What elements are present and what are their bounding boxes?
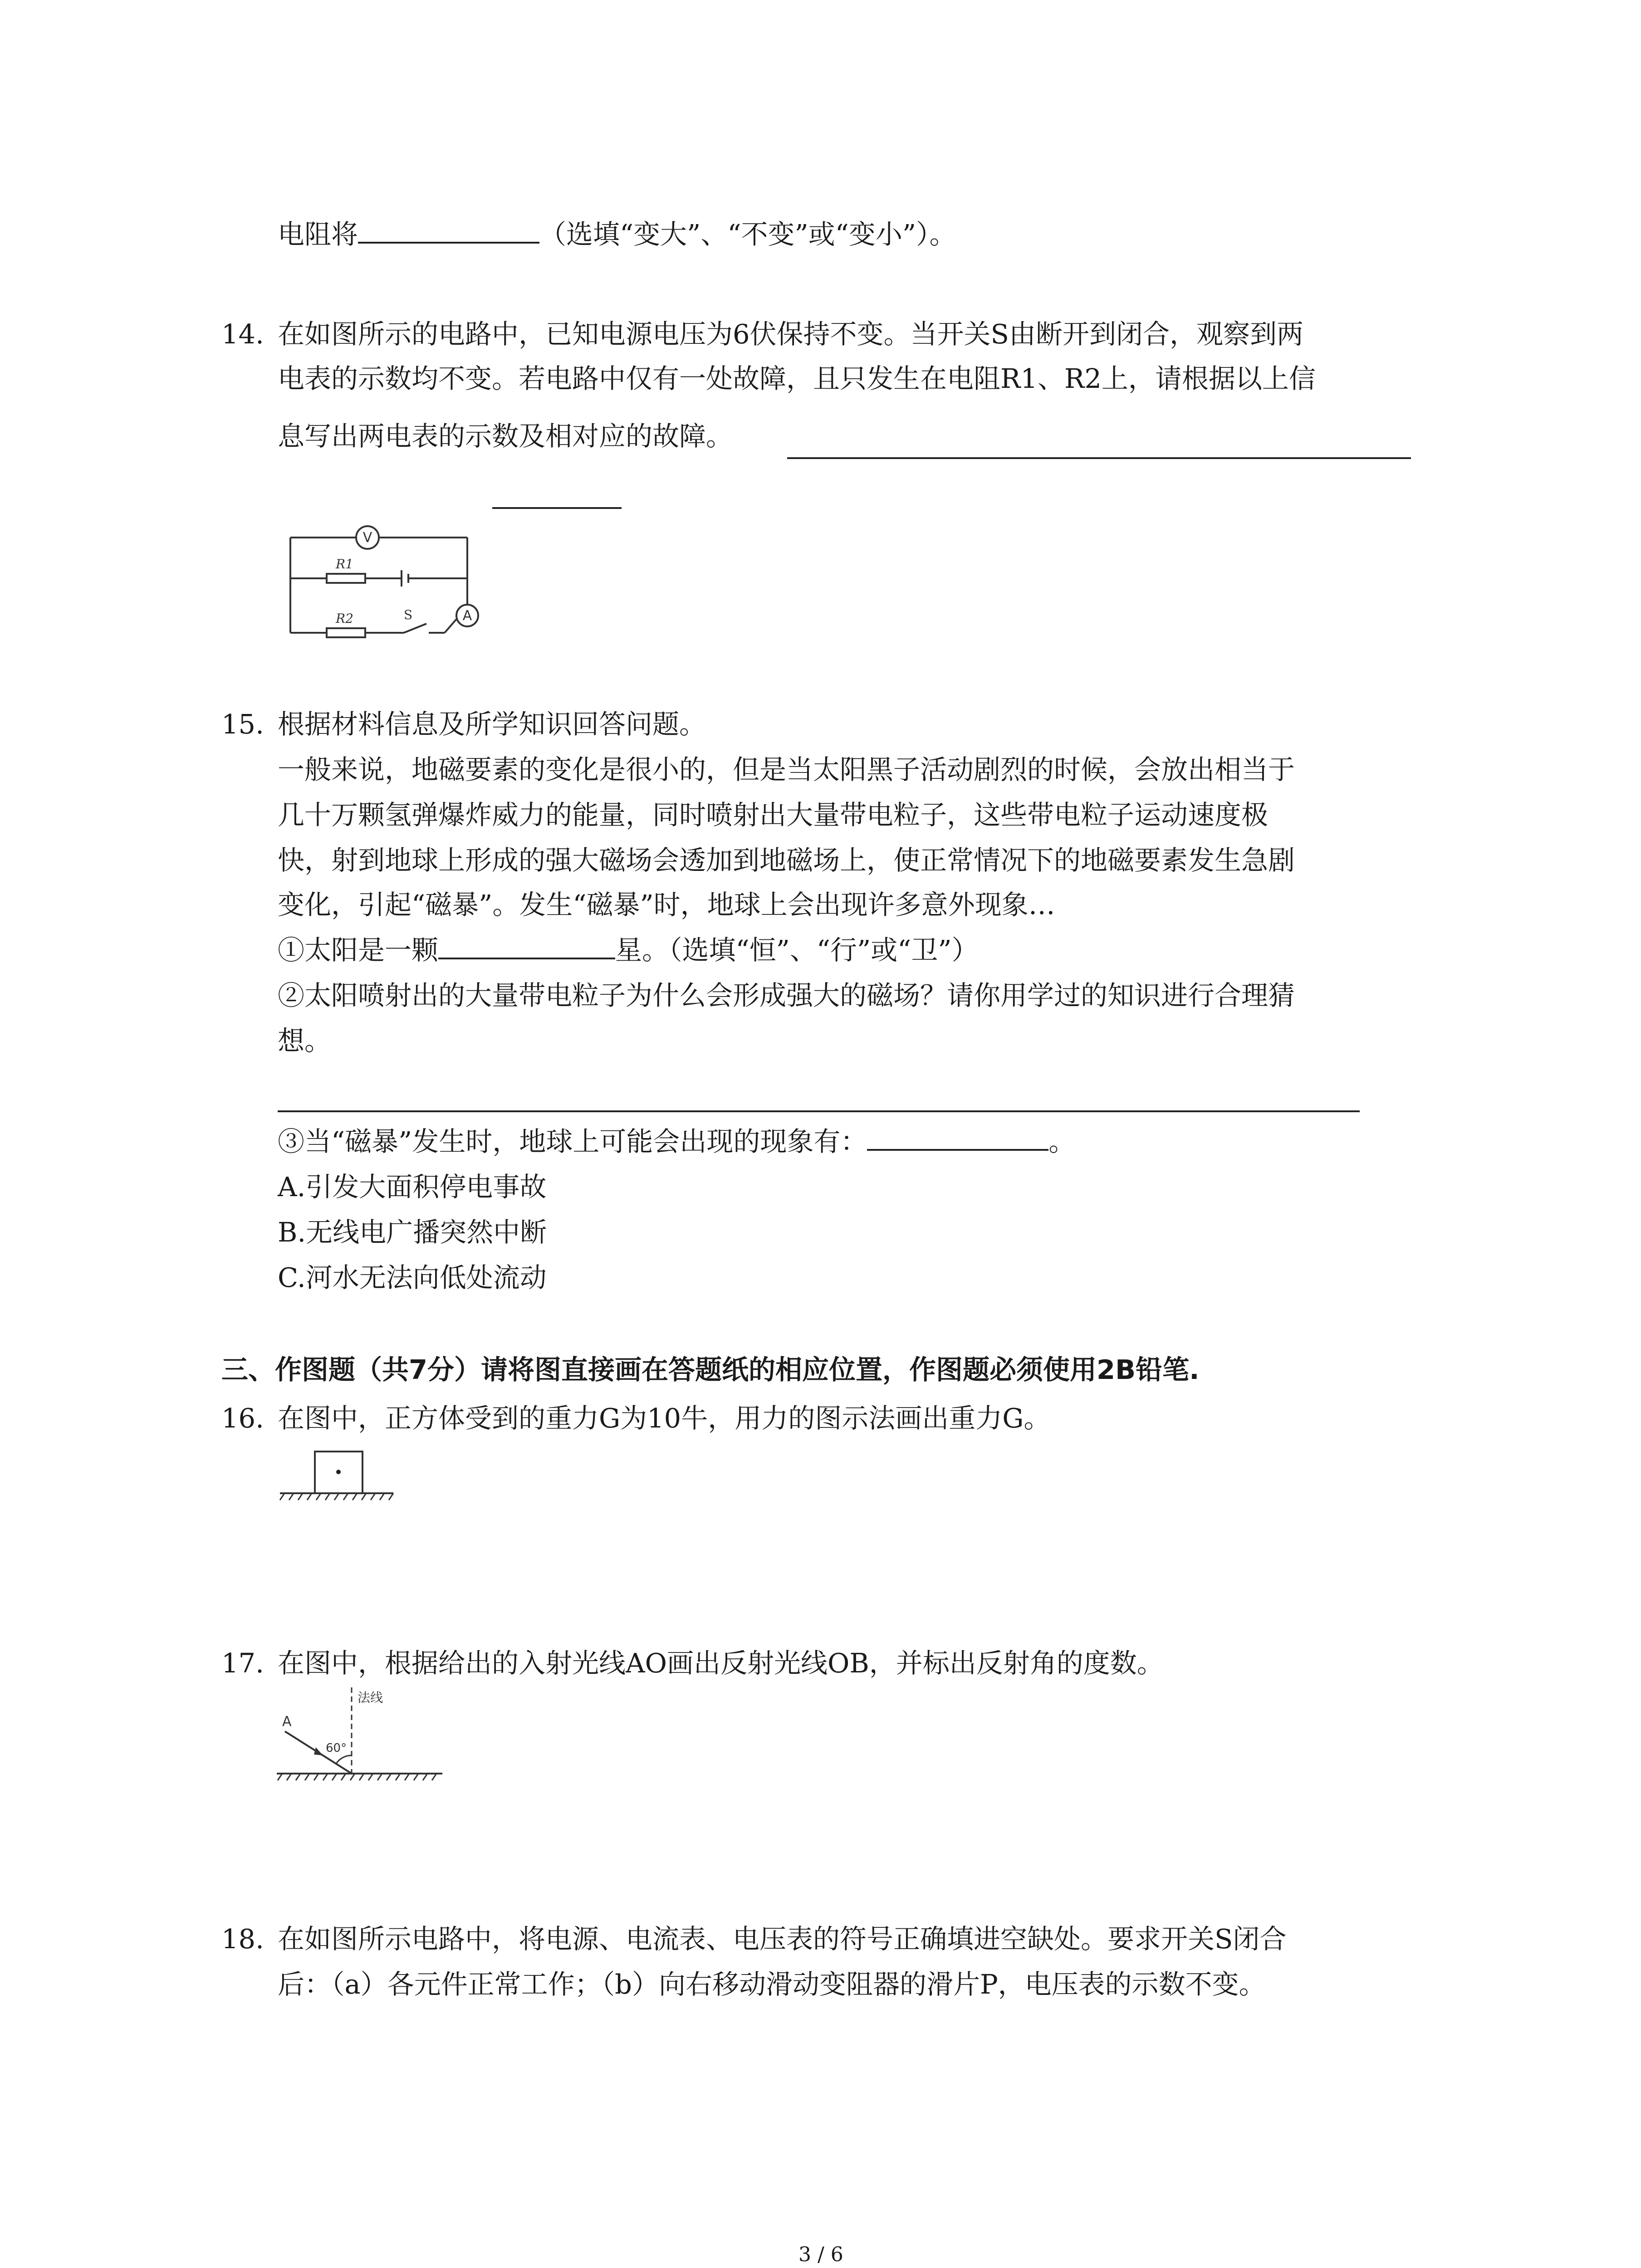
q17-text: 在图中，根据给出的入射光线AO画出反射光线OB，并标出反射角的度数。 [278,1647,1164,1679]
section-3-title: 三、作图题（共7分）请将图直接画在答题纸的相应位置，作图题必须使用2B铅笔. [221,1354,1200,1385]
q17-normal-label: 法线 [358,1690,383,1705]
q15-paragraph-1: 一般来说，地磁要素的变化是很小的，但是当太阳黑子活动剧烈的时候，会放出相当于 [278,754,1295,785]
q15-sub1-suffix: 星。（选填“恒”、“行”或“卫”） [615,934,979,966]
q17-reflection-diagram [272,1683,449,1796]
q15-sub2-answer-line[interactable] [278,1110,1360,1112]
q14-r2-label: R2 [336,611,353,626]
q14-ammeter-label: A [462,608,472,624]
q15-paragraph-4: 变化，引起“磁暴”。发生“磁暴”时，地球上会出现许多意外现象… [278,889,1055,920]
q15-sub1 [278,932,979,968]
q15-sub3-prefix: ③当“磁暴”发生时，地球上可能会出现的现象有： [278,1126,867,1157]
q15-paragraph-3: 快，射到地球上形成的强大磁场会透加到地磁场上，使正常情况下的地磁要素发生急剧 [278,845,1295,876]
q15-sub1-prefix: ①太阳是一颗 [278,934,439,966]
q15-sub2-line1: ②太阳喷射出的大量带电粒子为什么会形成强大的磁场？请你用学过的知识进行合理猜 [278,980,1295,1011]
q15-intro: 根据材料信息及所学知识回答问题。 [278,709,706,740]
q15-number: 15. [221,709,264,740]
q13-tail-line [278,216,956,253]
q14-line1: 在如图所示的电路中，已知电源电压为6伏保持不变。当开关S由断开到闭合，观察到两 [278,318,1303,350]
q15-option-b: B.无线电广播突然中断 [278,1217,547,1248]
q14-voltmeter-label: V [362,530,372,546]
q15-sub1-blank[interactable] [438,932,615,959]
q13-suffix: （选填“变大”、“不变”或“变小”）。 [539,219,956,250]
page-number: 3 / 6 [798,2243,843,2266]
q16-text: 在图中，正方体受到的重力G为10牛，用力的图示法画出重力G。 [278,1403,1051,1434]
q14-line2: 电表的示数均不变。若电路中仅有一处故障，且只发生在电阻R1、R2上，请根据以上信 [278,363,1316,394]
q15-sub3-suffix: 。 [1048,1126,1076,1157]
q17-angle-label: 60° [326,1741,347,1755]
q14-r1-label: R1 [336,557,353,572]
q14-voltmeter-symbol [356,526,379,549]
q14-answer-line[interactable] [787,457,1411,459]
q15-sub3 [278,1124,1075,1160]
q14-number: 14. [221,318,264,350]
q18-line2: 后：（a）各元件正常工作；（b）向右移动滑动变阻器的滑片P，电压表的示数不变。 [278,1969,1266,2000]
q18-line1: 在如图所示电路中，将电源、电流表、电压表的符号正确填进空缺处。要求开关S闭合 [278,1923,1287,1955]
q13-answer-blank[interactable] [358,216,539,244]
q14-switch-label: S [404,607,413,622]
q18-number: 18. [221,1923,264,1955]
q15-paragraph-2: 几十万颗氢弹爆炸威力的能量，同时喷射出大量带电粒子，这些带电粒子运动速度极 [278,799,1269,831]
q15-sub2-line2: 想。 [278,1025,332,1056]
q17-number: 17. [221,1647,264,1679]
q14-ammeter-symbol [445,605,478,633]
q16-number: 16. [221,1403,264,1434]
q15-option-c: C.河水无法向低处流动 [278,1262,547,1293]
q14-line3: 息写出两电表的示数及相对应的故障。 [278,420,733,452]
q15-option-a: A.引发大面积停电事故 [278,1171,547,1202]
q13-prefix: 电阻将 [278,219,358,250]
q14-answer-line-2[interactable] [492,507,622,509]
q14-circuit-diagram [281,510,495,646]
q17-point-a-label: A [282,1714,292,1730]
q15-sub3-blank[interactable] [867,1124,1048,1151]
q16-cube-diagram [278,1449,400,1504]
